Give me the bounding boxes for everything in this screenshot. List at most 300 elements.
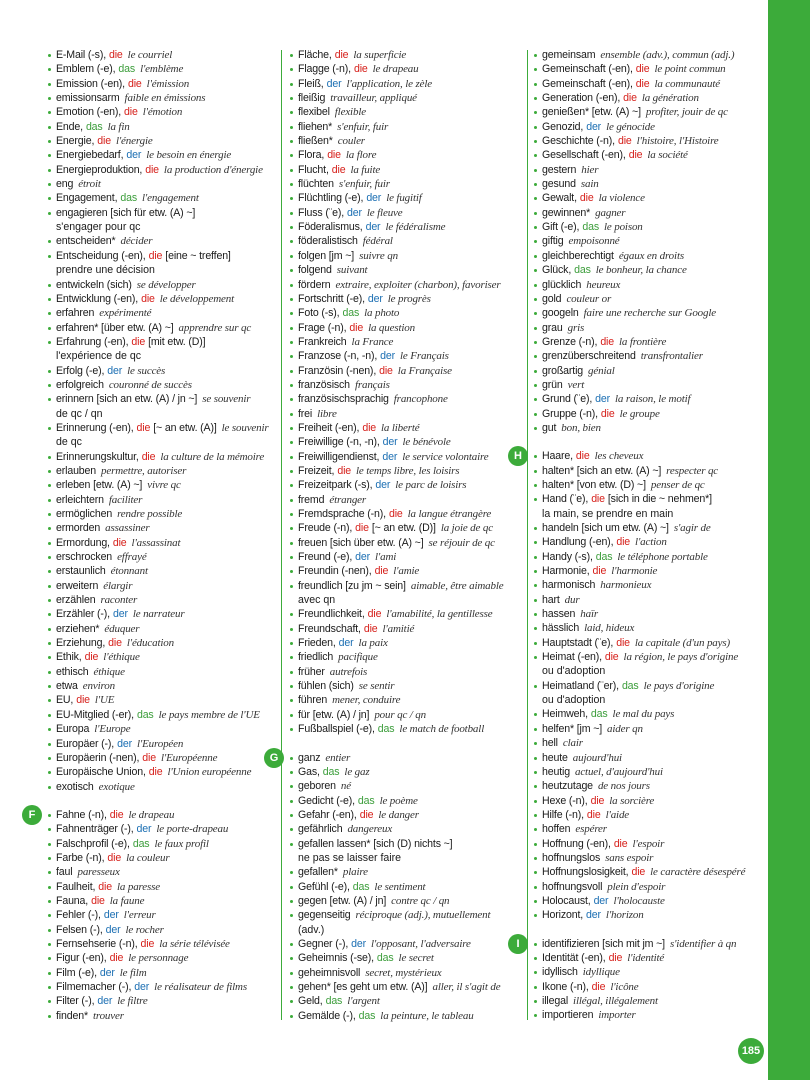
headword: hoffnungsvoll [542,880,603,893]
headword: Grund (¨e), [542,393,593,406]
headword: Hilfe (-n), [542,808,584,821]
dictionary-entry [290,894,524,908]
headword: Energiebedarf, [56,149,124,162]
article: der [351,937,367,950]
article: der [117,737,132,750]
article: das [118,63,136,76]
translation: la langue étrangère [407,508,492,520]
translation: mener, conduire [332,694,401,707]
translation: l'Europe [94,723,131,736]
article: das [322,765,340,778]
headword: entwickeln (sich) [56,278,132,291]
dictionary-entry [48,908,278,922]
dictionary-entry [48,306,278,320]
article: die [379,364,393,377]
headword: Fortschritt (-e), [298,292,365,305]
translation: la société [647,149,688,162]
dictionary-entry [48,665,278,679]
headword: französisch [298,378,350,391]
article: die [108,637,122,650]
translation: gagner [595,206,626,219]
article: die [98,880,112,893]
translation: l'énergie [115,135,153,148]
translation: le fédéralisme [385,221,446,234]
translation: rendre possible [117,508,183,520]
article: die [108,49,123,61]
dictionary-entry [48,880,278,894]
article: der [375,479,391,492]
dictionary-entry [290,579,524,593]
article: der [136,823,152,836]
article: die [148,249,163,262]
headword: Hand (¨e), [542,493,589,506]
headword: frei [298,407,313,420]
article: die [608,951,623,964]
translation: la couleur [126,851,170,864]
headword: Emblem (-e), [56,63,116,76]
translation: s'enfuir, fuir [338,178,390,191]
dictionary-entry [290,937,524,951]
dictionary-entry [534,148,764,162]
dictionary-entry [534,722,764,736]
translation: le Français [400,350,449,363]
dictionary-entry [290,794,524,808]
headword: Europäische Union, [56,766,146,779]
dictionary-entry [290,636,524,650]
letter-section [514,449,764,922]
dictionary-entry [48,249,278,263]
dictionary-entry [48,579,278,593]
translation: le secret [398,952,434,965]
translation: la Française [397,364,452,377]
translation: sain [580,178,599,191]
article: das [136,708,154,721]
article: die [363,622,378,635]
dictionary-entry [48,364,278,378]
translation: l'Européen [136,737,184,750]
translation: étranger [329,493,367,506]
dictionary-entry [534,564,764,578]
article: die [142,751,156,764]
headword: föderalistisch [298,235,358,248]
headword: EU, [56,694,74,707]
headword: grün [542,378,563,391]
translation: ensemble (adv.), commun (adj.) [600,49,735,61]
headword: gestern [542,163,577,176]
translation: l'holocauste [613,894,665,907]
dictionary-entry [290,349,524,363]
headword: Freundlichkeit, [298,608,365,621]
dictionary-entry [290,507,524,521]
dictionary-entry [534,263,764,277]
translation: espérer [575,823,607,836]
headword: Haare, [542,450,573,463]
article: die [337,464,352,477]
translation: exotique [98,780,135,793]
translation: la génération [641,92,699,105]
headword: handeln [sich um etw. (A) ~] [542,522,669,534]
translation: secret, mystérieux [365,966,442,979]
dictionary-entry [48,134,278,148]
translation: de nos jours [597,780,650,793]
dictionary-entry [290,980,524,994]
headword: hassen [542,608,576,621]
dictionary-entry [534,134,764,148]
headword: gegen [etw. (A) / jn] [298,894,387,907]
dictionary-entry [290,77,524,91]
dictionary-entry [290,62,524,76]
dictionary-entry [290,665,524,679]
article: die [579,192,594,205]
dictionary-entry [48,392,278,406]
headword: E-Mail (-s), [56,49,106,61]
article: die [97,135,111,148]
translation: entier [325,751,351,764]
dictionary-entry [534,478,764,492]
article: die [616,636,630,649]
translation: expérimenté [99,307,152,320]
article: die [349,321,364,334]
article: die [109,952,124,965]
letter-badge: H [508,446,528,466]
dictionary-entry [534,191,764,205]
article: das [132,837,150,850]
headword: etwa [56,680,78,693]
translation-continued: de qc / qn [56,407,103,420]
dictionary-entry [290,163,524,177]
translation-continued: de qc [56,436,82,449]
dictionary-entry [290,105,524,119]
translation: vert [567,378,585,391]
dictionary-entry [534,621,764,635]
dictionary-entry [534,736,764,750]
headword: identifizieren [sich mit jm ~] [542,937,665,950]
dictionary-entry [290,435,524,449]
headword: glücklich [542,278,582,291]
article: der [366,192,382,205]
page-edge-bar [768,0,810,1080]
headword: harmonisch [542,579,596,592]
dictionary-entry [290,306,524,320]
headword: gehen* [es geht um etw. (A)] [298,981,428,993]
translation: l'ami [375,551,397,564]
dictionary-entry [48,937,278,951]
translation-continued: (adv.) [298,923,325,936]
headword: heute [542,751,568,764]
dictionary-entry [290,1009,524,1023]
headword: Fläche, [298,49,332,61]
translation: s'identifier à qn [669,937,737,950]
dictionary-entry [48,636,278,650]
article: die [131,335,146,348]
dictionary-entry [534,636,764,650]
translation: suivant [336,264,368,277]
dictionary-entry [534,808,764,822]
translation: le développement [159,292,235,305]
translation: fédéral [362,235,393,248]
headword: Gemälde (-), [298,1009,356,1022]
headword: erfolgreich [56,378,104,391]
headword: Freundschaft, [298,622,361,635]
translation: la superficie [353,49,407,61]
dictionary-entry [534,421,764,435]
article: der [112,608,128,621]
translation: le temps libre, les loisirs [356,464,460,477]
article: die [635,77,650,90]
translation: la fin [107,120,130,133]
translation: transfrontalier [640,350,703,363]
translation: l'argent [347,995,380,1008]
dictionary-entry [290,134,524,148]
headword: Grenze (-n), [542,335,598,348]
headword: Energieproduktion, [56,163,143,176]
dictionary-entry [290,822,524,836]
headword: Freude (-n), [298,522,353,535]
letter-section [534,48,764,435]
dictionary-entry [534,105,764,119]
headword: Gewalt, [542,192,577,205]
headword: Fußballspiel (-e), [298,723,375,736]
dictionary-entry [290,364,524,378]
dictionary-entry [534,220,764,234]
article: der [380,350,396,363]
headword: Generation (-en), [542,92,621,105]
dictionary-entry [534,306,764,320]
headword: Handlung (-en), [542,536,614,549]
headword: erschrocken [56,551,113,564]
translation: le courriel [127,49,173,61]
headword: Engagement, [56,192,118,205]
article: die [334,49,349,61]
dictionary-entry [290,48,524,62]
translation: le sentiment [374,880,426,893]
translation: faible en émissions [124,92,206,105]
dictionary-entry [290,837,524,851]
translation: français [354,378,390,391]
translation: étonnant [110,565,148,578]
dictionary-entry [290,392,524,406]
translation: réciproque (adj.), mutuellement [355,909,491,922]
dictionary-entry [534,407,764,421]
dictionary-entry [290,148,524,162]
dictionary-entry [534,578,764,592]
headword: Energie, [56,135,95,148]
dictionary-entry [534,650,764,664]
headword: ganz [298,751,321,764]
dictionary-entry [290,607,524,621]
headword: Filmemacher (-), [56,981,132,993]
translation: l'application, le zèle [346,77,432,90]
headword: erziehen* [56,622,100,635]
translation: se développer [136,278,196,291]
translation-continued: s'engager pour qc [56,221,141,234]
translation: l'opposant, l'adversaire [371,937,471,950]
headword: engagieren [sich für etw. (A) ~] [56,206,196,219]
dictionary-entry [48,335,278,349]
dictionary-entry [290,765,524,779]
translation: francophone [393,393,448,406]
headword: Film (-e), [56,966,97,979]
headword: emissionsarm [56,92,120,105]
translation: laid, hideux [584,622,635,635]
headword: Gefühl (-e), [298,880,350,893]
translation: l'amie [393,565,420,578]
headword: Hoffnung (-en), [542,837,611,850]
article: der [365,221,381,234]
usage-note: [~ an etw. (A)] [153,421,217,434]
headword: halten* [sich an etw. (A) ~] [542,464,662,477]
dictionary-entry [290,779,524,793]
dictionary-entry [534,535,764,549]
headword: folgen [jm ~] [298,249,355,262]
headword: Ermordung, [56,536,110,549]
headword: eng [56,178,74,191]
article: das [352,880,370,893]
translation: l'erreur [123,909,156,922]
dictionary-entry [290,550,524,564]
dictionary-entry [534,234,764,248]
dictionary-entry [48,679,278,693]
translation: le drapeau [128,808,175,821]
translation: plein d'espoir [607,880,666,893]
dictionary-entry [290,493,524,507]
column-3 [514,48,764,1023]
column-divider [281,50,282,1020]
translation: autrefois [329,665,368,678]
article: der [586,909,601,922]
article: das [590,708,608,721]
translation: le bonheur, la chance [595,264,687,277]
dictionary-entry [48,865,278,879]
column-1 [28,48,278,1023]
translation: s'enfuir, fuir [337,120,389,133]
translation: la culture de la mémoire [160,450,265,463]
headword: erzählen [56,594,96,607]
headword: Gemeinschaft (-en), [542,63,633,76]
translation: le point commun [654,63,726,76]
translation: illégal, illégalement [573,995,658,1007]
headword: halten* [von etw. (D) ~] [542,478,646,491]
headword: Europäer (-), [56,737,115,750]
article: der [134,981,150,993]
headword: erlauben [56,464,97,477]
translation: permettre, autoriser [101,464,187,477]
translation: vivre qc [147,479,181,492]
translation: le progrès [387,292,431,305]
letter-badge: G [264,748,284,768]
translation: le fleuve [366,206,403,219]
headword: Falschprofil (-e), [56,837,130,850]
dictionary-entry [48,808,278,822]
translation: l'éducation [126,637,174,650]
translation-continued: l'expérience de qc [56,350,142,363]
translation: l'harmonie [611,565,658,578]
headword: Europäerin (-nen), [56,751,140,764]
dictionary-entry [48,550,278,564]
headword: früher [298,665,325,678]
article: die [600,407,615,420]
translation: le danger [378,808,419,821]
translation: couler [337,135,365,148]
translation: la région, le pays d'origine [623,651,739,664]
translation: le porte-drapeau [156,823,229,836]
article: die [141,450,156,463]
headword: idyllisch [542,966,578,979]
article: die [575,450,590,463]
translation: décider [120,235,153,248]
dictionary-entry [290,378,524,392]
translation: la peinture, le tableau [380,1009,474,1022]
headword: Frieden, [298,637,336,650]
translation: extraire, exploiter (charbon), favoriser [335,278,501,291]
headword: heutig [542,765,570,778]
translation: le rocher [125,923,164,936]
dictionary-entry [290,994,524,1008]
headword: Fauna, [56,894,89,907]
headword: Identität (-en), [542,951,606,964]
article: der [338,637,354,650]
article: die [359,808,374,821]
translation-continued: ou d'adoption [542,665,606,678]
article: der [367,292,383,305]
article: der [326,77,342,90]
dictionary-entry [48,737,278,751]
translation: l'icône [610,980,639,993]
dictionary-entry [534,449,764,463]
article: die [628,149,643,162]
article: die [367,608,382,621]
article: das [358,1009,376,1022]
translation-continued: prendre une décision [56,264,155,277]
headword: Flagge (-n), [298,63,351,76]
dictionary-entry [534,550,764,564]
dictionary-entry [290,650,524,664]
headword: Farbe (-n), [56,851,105,864]
translation: la liberté [381,421,420,434]
dictionary-entry [48,780,278,794]
article: die [586,808,601,821]
headword: Erinnerungskultur, [56,450,139,463]
headword: Gemeinschaft (-en), [542,77,633,90]
translation: la production d'énergie [163,163,263,176]
translation: suivre qn [359,249,398,262]
headword: Genozid, [542,120,584,133]
headword: erinnern [sich an etw. (A) / jn ~] [56,393,198,406]
dictionary-entry [48,521,278,535]
headword: Erzähler (-), [56,608,110,621]
headword: illegal [542,995,569,1007]
article: der [126,149,142,162]
headword: Gesellschaft (-en), [542,149,626,162]
dictionary-entry [534,91,764,105]
dictionary-entry [48,751,278,765]
article: die [127,77,142,90]
headword: Emotion (-en), [56,106,122,119]
dictionary-entry [534,1008,764,1022]
article: die [600,335,614,348]
dictionary-entry [534,163,764,177]
headword: großartig [542,364,584,377]
headword: Erfolg (-e), [56,364,105,377]
dictionary-entry [48,837,278,851]
dictionary-entry [290,263,524,277]
dictionary-entry [48,421,278,435]
dictionary-entry [534,937,764,951]
dictionary-entry [534,278,764,292]
dictionary-entry [534,751,764,765]
dictionary-entry [48,105,278,119]
article: die [623,92,637,105]
